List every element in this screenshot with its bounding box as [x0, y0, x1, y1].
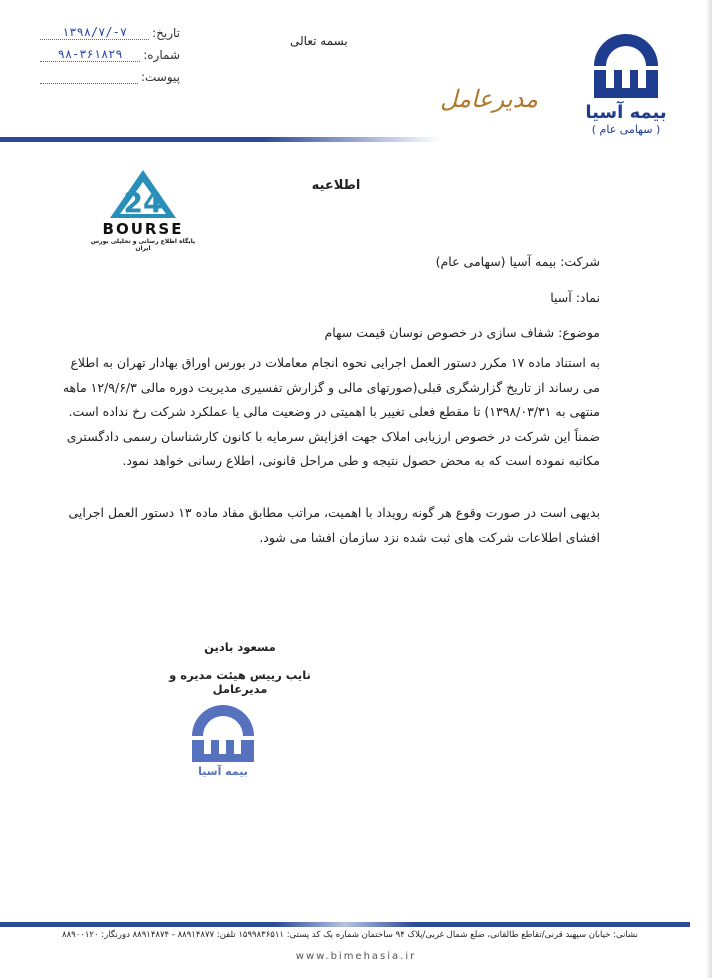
bourse24-word: BOURSE — [102, 220, 184, 238]
body-line: منتهی به ۱۳۹۸/۰۳/۳۱) تا مقطع فعلی تغییر با اهمیتی در وضعیت مالی یا عملکرد شرکت رخ نداده است. — [68, 404, 600, 420]
bourse24-subtitle: پایگاه اطلاع رسانی و تحلیلی بورس ایران — [90, 238, 196, 252]
page-edge — [706, 0, 712, 978]
footer-website[interactable]: www.bimehasia.ir — [295, 951, 417, 962]
company-stamp — [188, 698, 258, 782]
body-line: می رساند از تاریخ گزارشگری قبلی(صورتهای مالی و گزارش تفسیری مدیریت دوره مالی ۱۲/۹/۶/۳ ماهه — [62, 379, 600, 395]
body-line: افشای اطلاعات شرکت های ثبت شده نزد سازمان افشا می شود. — [259, 529, 600, 545]
number-label: شماره: — [143, 48, 180, 62]
notice-title: اطلاعیه — [311, 178, 361, 193]
symbol-field: نماد: آسیا — [550, 290, 600, 305]
subject-field: موضوع: شفاف سازی در خصوص نوسان قیمت سهام — [324, 325, 600, 340]
office-title: مدیرعامل — [440, 85, 539, 113]
date-label: تاریخ: — [152, 26, 180, 40]
stamp-text: بیمه آسیا — [198, 765, 248, 778]
bismillah: بسمه تعالی — [290, 34, 348, 48]
company-field: شرکت: بیمه آسیا (سهامی عام) — [435, 254, 600, 269]
bourse24-mark-icon — [108, 168, 178, 220]
header-rule — [0, 137, 440, 142]
body-line: ضمناً این شرکت در خصوص ارزیابی املاک جهت افزایش سرمایه با کانون کارشناسان رسمی دادگستری — [66, 428, 600, 444]
body-line: مکاتبه نموده است که به محض حصول نتیجه و طی مراحل قانونی، اطلاع رسانی خواهد نمود. — [122, 453, 600, 469]
logo-company-name: بیمه آسیا — [585, 102, 667, 123]
body-paragraph-1 — [62, 351, 600, 474]
signature-block — [140, 640, 340, 696]
date-value: ۱۳۹۸/۷/-۷ — [40, 25, 149, 40]
logo-company-type: ( سهامی عام ) — [591, 123, 661, 136]
attachment-value — [40, 83, 138, 84]
number-value: ۹۸-۳۶۱۸۲۹ — [40, 47, 140, 62]
body-paragraph-2 — [68, 501, 600, 550]
stamp-logo-icon — [188, 698, 258, 778]
letter-meta — [40, 18, 180, 84]
signer-name: مسعود بادین — [204, 640, 276, 654]
body-line: بدیهی است در صورت وقوع هر گونه رویداد با اهمیت، مراتب مطابق مفاد ماده ۱۳ دستور العمل اجرایی — [68, 505, 600, 520]
bime-asia-logo-icon — [590, 22, 662, 100]
company-logo — [580, 22, 672, 136]
footer-rule — [0, 922, 690, 927]
attachment-label: پیوست: — [140, 70, 180, 84]
body-line: به استناد ماده ۱۷ مکرر دستور العمل اجرایی نحوه انجام معاملات در بورس اوراق بهادار تهران به اطلاع — [70, 355, 600, 370]
signer-position: نایب رییس هیئت مدیره و مدیرعامل — [169, 668, 311, 696]
footer-address: نشانی: خیابان سپهبد قرنی/تقاطع طالقانی، ضلع شمال غربی/پلاک ۹۴ ساختمان شماره یک کد پستی: ۱۵۹۹۸۳۶۵۱۱ تلفن: ۸۸۹۱۴۸۷۷ - ۸۸۹۱۴۸۷۴ دورنگار: ۸۸۹۰۰۱۲۰ — [62, 930, 638, 940]
bourse24-mark: 24 — [123, 186, 163, 219]
